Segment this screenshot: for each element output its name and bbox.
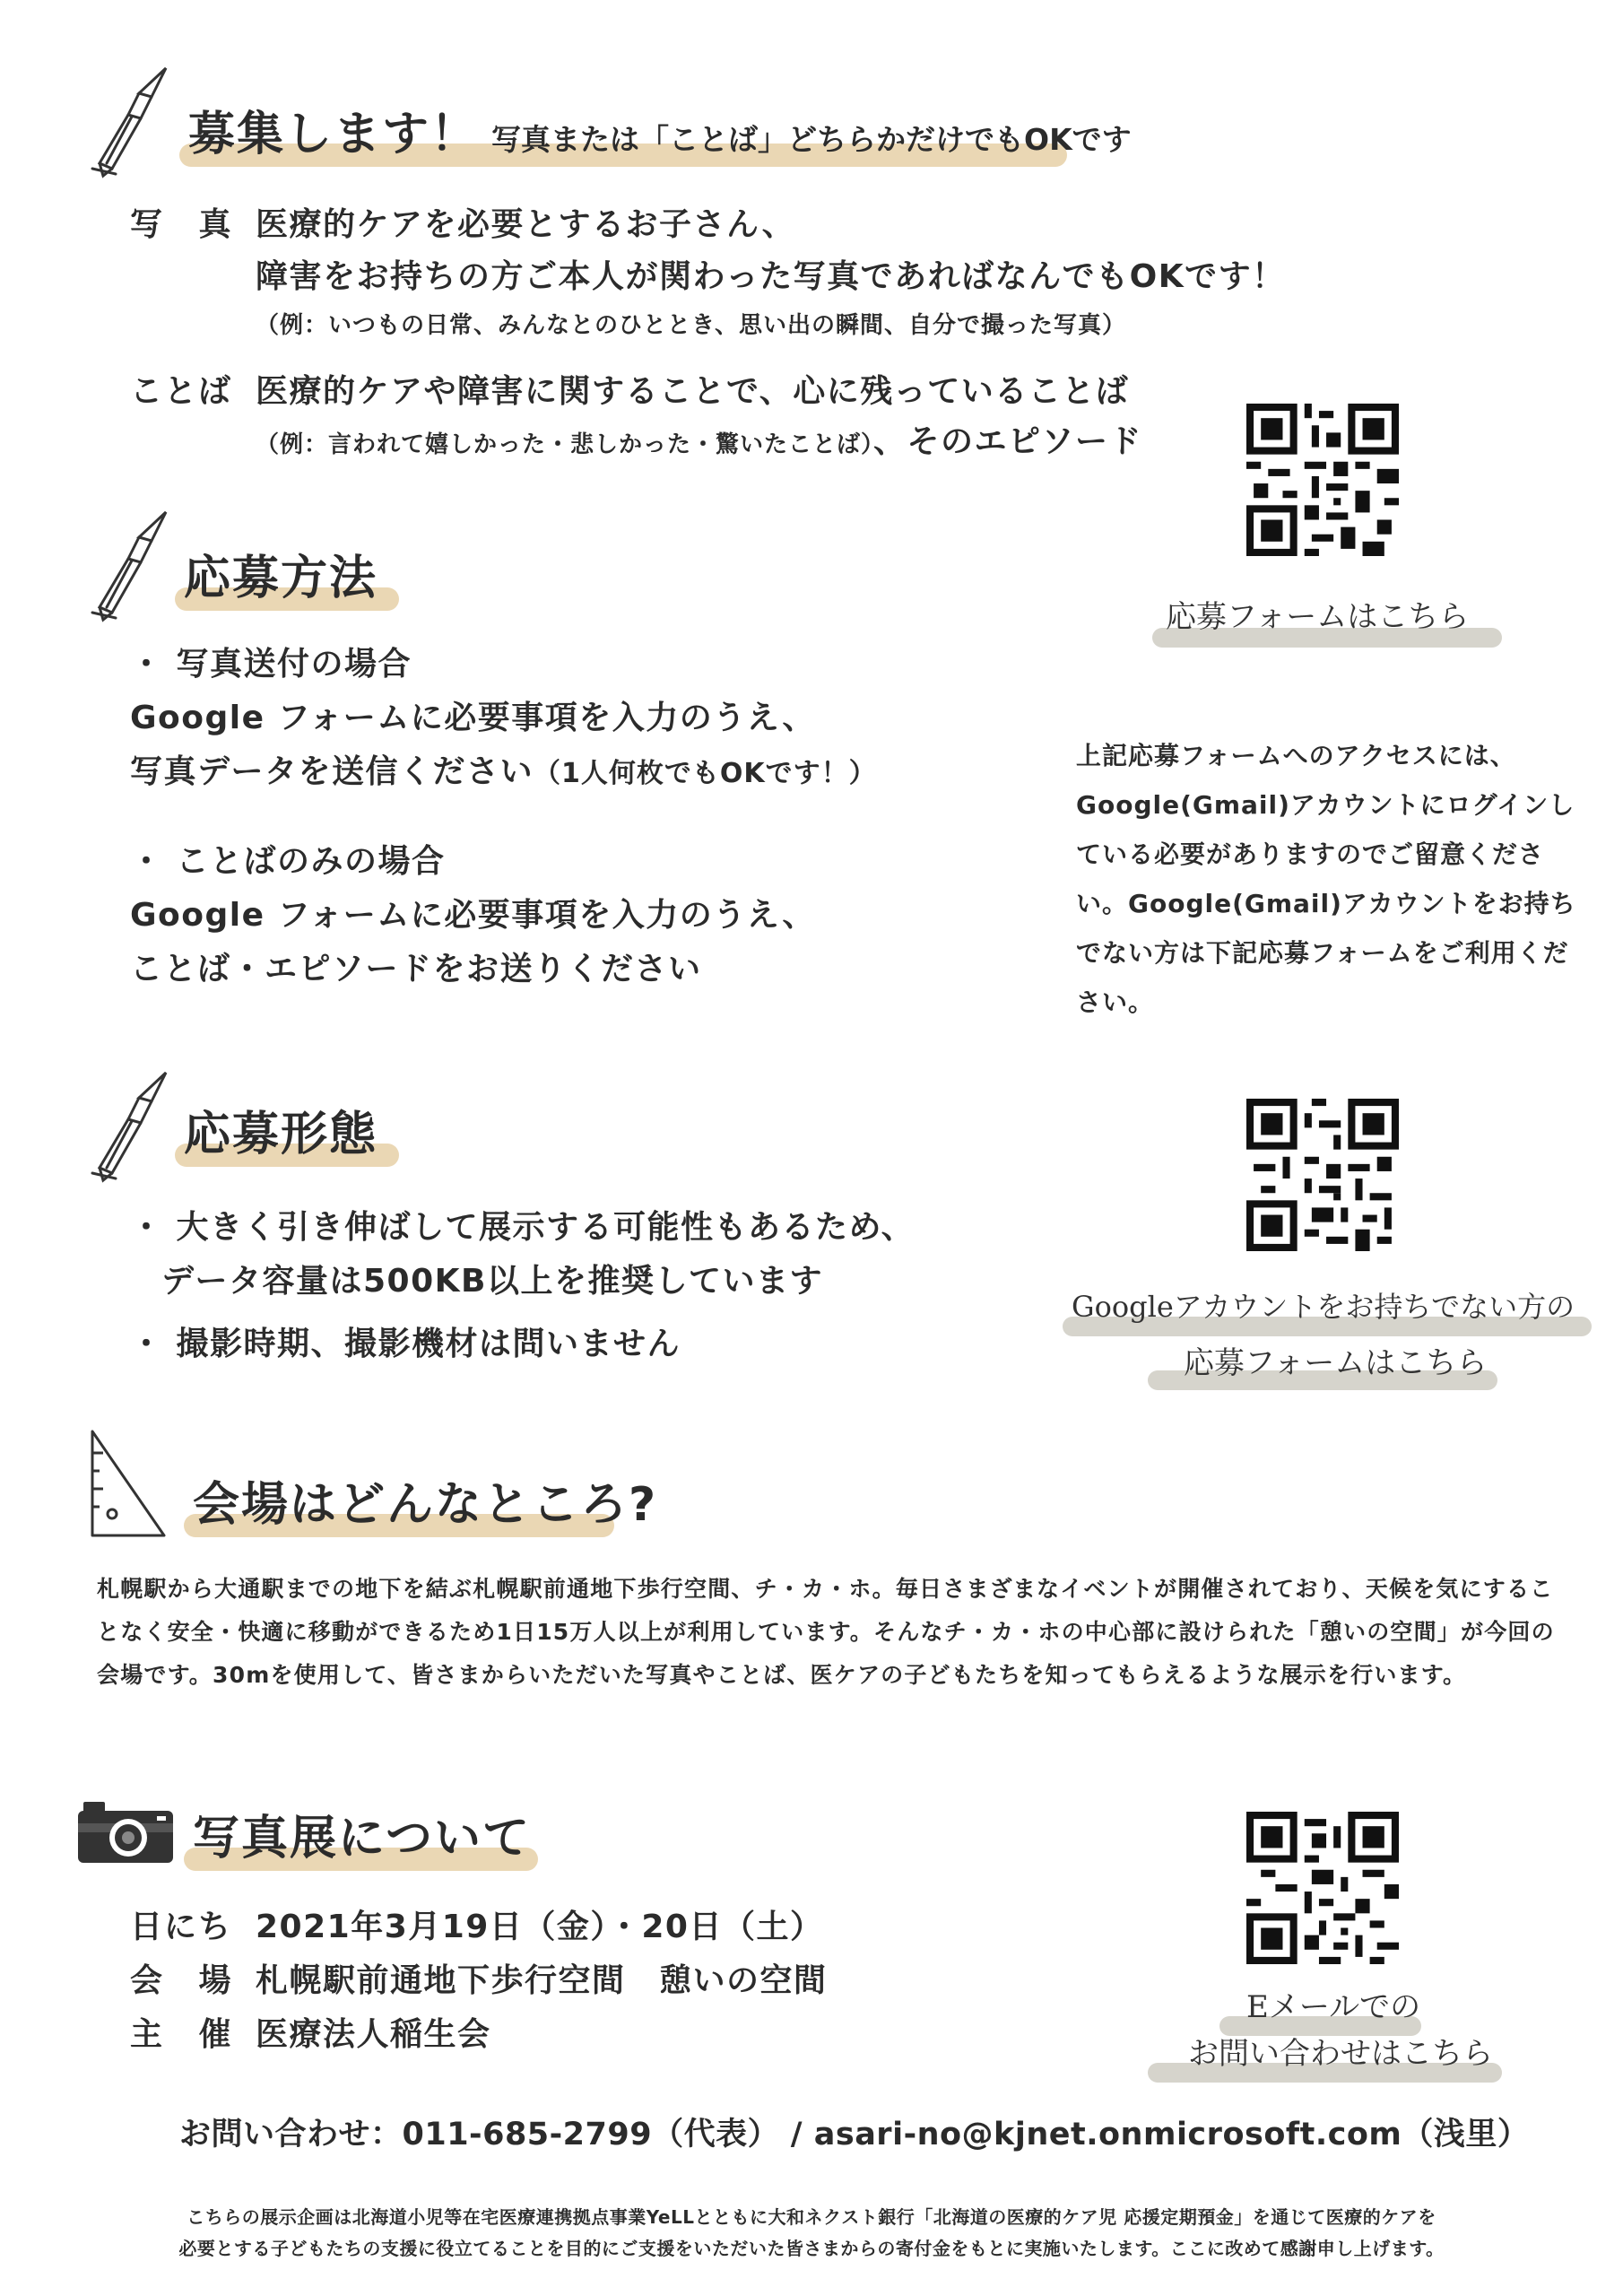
host-value: 医療法人稲生会 <box>256 2016 491 2053</box>
recruit-heading <box>179 99 1132 170</box>
words-example-row <box>256 416 1142 462</box>
venue-heading <box>184 1469 658 1541</box>
format-title: 応募形態 <box>184 1108 378 1161</box>
recruit-title: 募集します！ <box>188 108 480 161</box>
footer-line2: 必要とする子どもたちの支援に役立てることを目的にご支援をいただいた皆さまからの寄付金をもとに実施いたします。ここに改めて感謝申し上げます。 <box>178 2238 1445 2259</box>
method-photo-line2-row <box>130 746 877 792</box>
date-label: 日にち <box>130 1909 233 1945</box>
place-value: 札幌駅前通地下歩行空間 憩いの空間 <box>256 1962 828 1999</box>
pen-icon <box>76 63 175 179</box>
camera-icon <box>76 1798 175 1866</box>
date-value: 2021年3月19日（金）・20日（土） <box>256 1909 824 1945</box>
qr-code-no-account-form[interactable] <box>1246 1099 1399 1251</box>
photo-example: （例：いつもの日常、みんなとのひととき、思い出の瞬間、自分で撮った写真） <box>256 312 1126 339</box>
host-label: 主 催 <box>130 2016 244 2053</box>
pen-icon <box>76 507 175 623</box>
format-item1-line1: ・ 大きく引き伸ばして展示する可能性もあるため、 <box>130 1209 916 1246</box>
format-heading <box>175 1099 399 1170</box>
recruit-subtitle: 写真または「ことば」どちらかだけでもOKです <box>491 122 1132 157</box>
method-photo-line1: Google フォームに必要事項を入力のうえ、 <box>130 700 816 736</box>
words-example: （例：言われて嬉しかった・悲しかった・驚いたことば） <box>256 431 874 458</box>
qr2-caption-line1: Googleアカウントをお持ちでない方の <box>1072 1290 1575 1324</box>
method-photo-head: ・ 写真送付の場合 <box>130 646 412 683</box>
photo-line1: 医療的ケアを必要とするお子さん、 <box>256 206 796 243</box>
contact-line: お問い合わせ：011-685-2799（代表） / asari-no@kjnet.onmicrosoft.com（浅里） <box>179 2117 1530 2152</box>
method-words-line1: Google フォームに必要事項を入力のうえ、 <box>130 897 816 934</box>
qr-code-application-form[interactable] <box>1246 404 1399 556</box>
qr3-caption-line1: Eメールでの <box>1246 1989 1421 2025</box>
account-notice: 上記応募フォームへのアクセスには、Google(Gmail)アカウントにログインしている必要がありますのでご留意ください。Google(Gmail)アカウントをお持ちでない方は下記応募フォームをご利用ください。 <box>1076 741 1576 1017</box>
method-words-line2: ことば・エピソードをお送りください <box>130 951 702 987</box>
place-label: 会 場 <box>130 1962 244 1999</box>
venue-description: 札幌駅から大通駅までの地下を結ぶ札幌駅前通地下歩行空間、チ・カ・ホ。毎日さまざまなイベントが開催されており、天候を気にすることなく安全・快適に移動ができるため1日15万人以上が利用しています。そんなチ・カ・ホの中心部に設けられた「憩いの空間」が今回の会場です。30mを使用して、皆さまからいただいた写真やことば、医ケアの子どもたちを知ってもらえるような展示を行います。 <box>97 1576 1555 1688</box>
words-example-tail: 、そのエピソード <box>873 423 1143 460</box>
photo-line2: 障害をお持ちの方ご本人が関わった写真であればなんでもOKです！ <box>256 258 1286 295</box>
venue-title: 会場はどんなところ? <box>193 1478 658 1532</box>
format-item1-line2: データ容量は500KB以上を推奨しています <box>161 1263 823 1300</box>
exhibit-title: 写真展について <box>193 1812 531 1866</box>
triangle-ruler-icon <box>85 1426 170 1543</box>
format-item2: ・ 撮影時期、撮影機材は問いません <box>130 1326 681 1362</box>
photo-label: 写 真 <box>130 206 244 243</box>
pen-icon <box>76 1067 175 1184</box>
method-heading <box>175 543 399 614</box>
method-title: 応募方法 <box>184 552 378 605</box>
words-label: ことば <box>130 373 233 410</box>
qr3-caption-line2: お問い合わせはこちら <box>1188 2036 1493 2072</box>
qr2-caption-line2: 応募フォームはこちら <box>1184 1345 1488 1381</box>
method-photo-note: （1人何枚でもOKです！） <box>534 758 877 789</box>
qr1-caption: 応募フォームはこちら <box>1166 599 1470 635</box>
method-photo-line2: 写真データを送信ください <box>130 753 534 790</box>
qr-code-email-contact[interactable] <box>1246 1812 1399 1964</box>
footer-line1: こちらの展示企画は北海道小児等在宅医療連携拠点事業YeLLとともに大和ネクスト銀行「北海道の医療的ケア児 応援定期預金」を通じて医療的ケアを <box>187 2206 1436 2228</box>
words-line1: 医療的ケアや障害に関することで、心に残っていることば <box>256 373 1130 410</box>
method-words-head: ・ ことばのみの場合 <box>130 843 446 880</box>
exhibit-heading <box>184 1803 538 1874</box>
